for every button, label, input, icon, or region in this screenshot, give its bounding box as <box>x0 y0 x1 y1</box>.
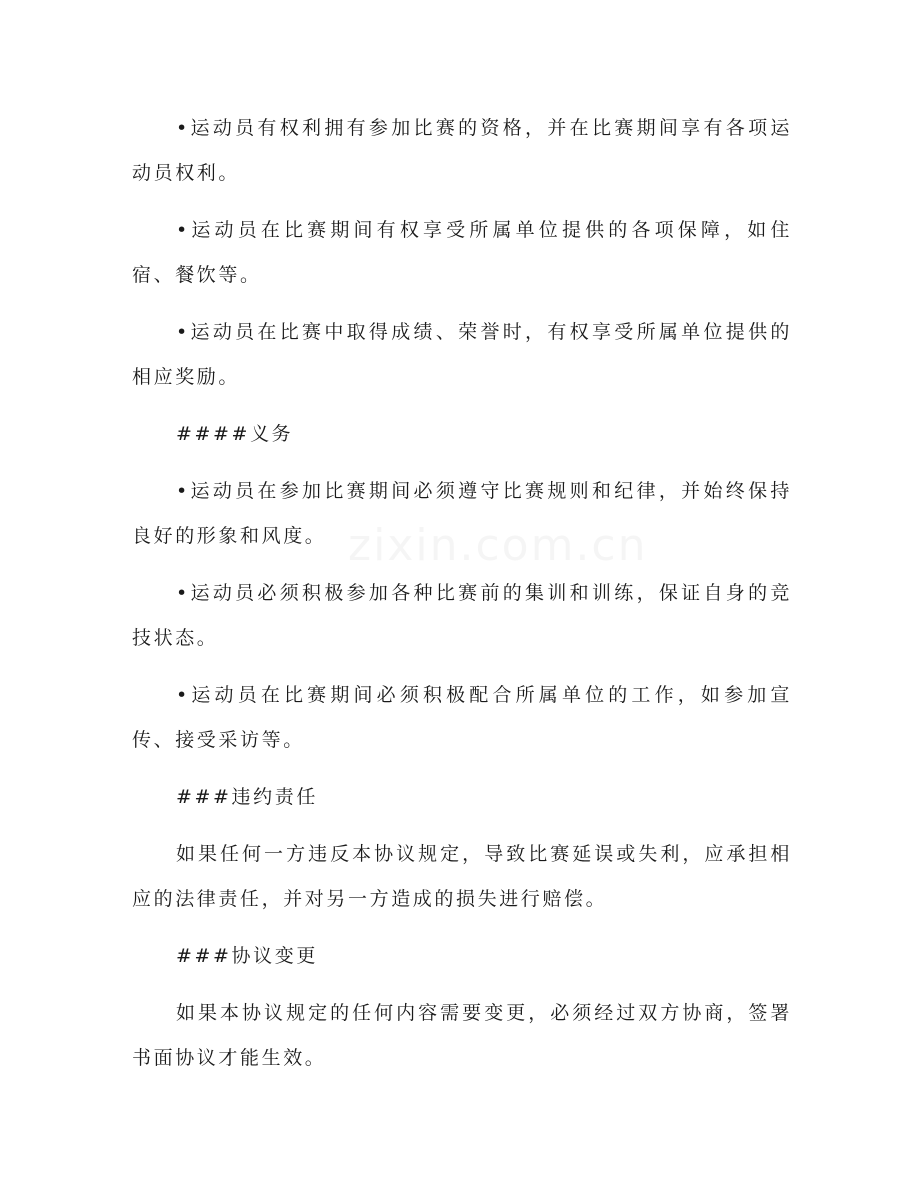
obligations-heading: ####义务 <box>176 423 294 445</box>
rights-item-1: •运动员有权利拥有参加比赛的资格，并在比赛期间享有各项运动员权利。 <box>132 117 792 184</box>
breach-paragraph: 如果任何一方违反本协议规定，导致比赛延误或失利，应承担相应的法律责任，并对另一方造成的损失进行赔偿。 <box>132 843 792 910</box>
amendment-heading: ###协议变更 <box>176 945 318 967</box>
rights-item-3: •运动员在比赛中取得成绩、荣誉时，有权享受所属单位提供的相应奖励。 <box>132 321 792 388</box>
watermark: zixin.com.cn <box>348 520 648 571</box>
breach-heading: ###违约责任 <box>176 786 318 808</box>
rights-item-2: •运动员在比赛期间有权享受所属单位提供的各项保障，如住宿、餐饮等。 <box>132 219 792 286</box>
obligations-item-1: •运动员在参加比赛期间必须遵守比赛规则和纪律，并始终保持良好的形象和风度。 <box>132 480 792 547</box>
obligations-item-3: •运动员在比赛期间必须积极配合所属单位的工作，如参加宣传、接受采访等。 <box>132 684 792 751</box>
amendment-paragraph: 如果本协议规定的任何内容需要变更，必须经过双方协商，签署书面协议才能生效。 <box>132 1002 792 1069</box>
document-body <box>132 106 792 1093</box>
obligations-item-2: •运动员必须积极参加各种比赛前的集训和训练，保证自身的竞技状态。 <box>132 582 792 649</box>
